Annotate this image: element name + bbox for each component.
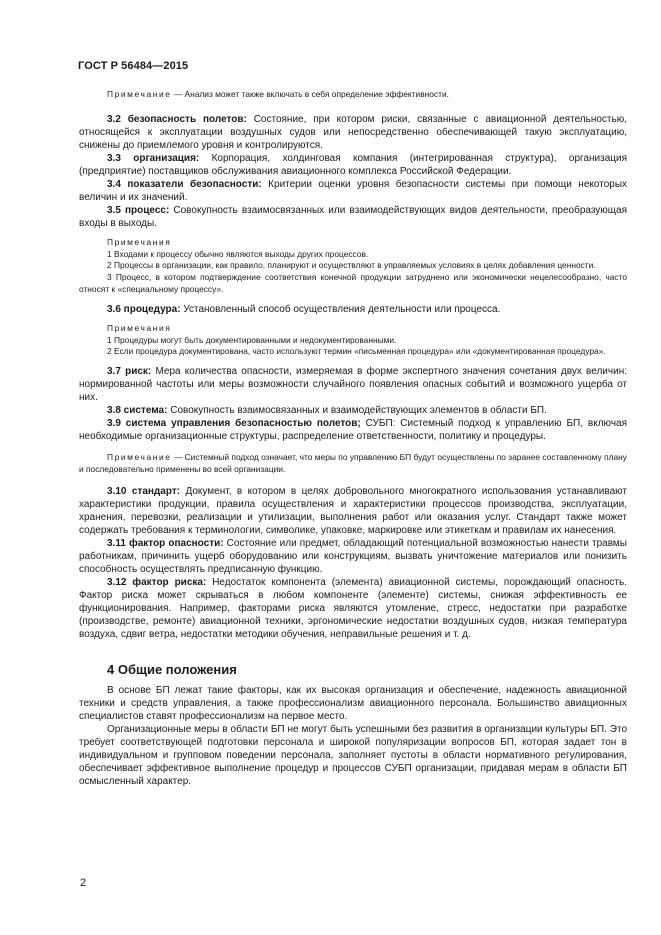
definition-text: Документ, в котором в целях добровольного многократного использования устанавливают характеристики продукции, правила осуществления и характеристики процессов производства, эксплуатации, хранения, перевозки, реализации и утилизации, выполнения работ или оказания услуг. Стандарт также может содержать требования к терминологии, символике, упаковке, маркировке или этикеткам и правилам их нанесения. [79,485,628,536]
definition-text: Установленный способ осуществления деятельности или процесса. [180,303,501,315]
definition-text: Критерии оценки уровня безопасности системы при помощи некоторых величин и их значений. [79,178,628,203]
definition-3-8 [79,404,627,417]
definition-text: Совокупность взаимосвязанных и взаимодействующих элементов в области БП. [167,405,547,417]
definition-3-5 [79,204,627,230]
note-item: 3 Процесс, в котором подтверждение соответствия конечной продукции затруднено или экономически нецелесообразно, часто относят к «специальному процессу». [79,272,627,294]
definition-3-11 [79,537,627,576]
definition-text: Совокупность взаимосвязанных или взаимодействующих видов деятельности, преобразующая входы в выходы. [79,204,628,229]
definition-3-2 [79,113,627,152]
definition-text: Состояние или предмет, обладающий потенциальной возможностью нанести травмы работникам, причинить ущерб оборудованию или конструкциям, вызвать уничтожение материалов или понизить способность осуществлять предписанную функцию. [79,537,627,575]
definition-term: 3.3 организация: [107,152,200,164]
definition-3-4 [79,178,627,204]
definition-term: 3.11 фактор опасности: [107,537,224,549]
body-paragraph: Организационные меры в области БП не могут быть успешными без развития в организации культуры БП. Это требует соответствующей подготовки персонала и широкой популяризации вопросов БП, которая задает тон в индивидуальном и групповом поведении персонала, заполняет пустоты в области нормативного регулирования, обеспечивает эффективное выполнение процедур и процессов СУБП организации, придавая мерам в области БП осмысленный характер. [79,723,627,787]
note [79,89,627,101]
note-label: Примечание [107,89,172,99]
definition-3-7 [79,365,627,404]
note-text: — Системный подход означает, что меры по управлению БП будут осуществлены по заранее составленному плану и последовательно применены во всей организации. [79,452,627,474]
definition-term: 3.9 система управления безопасностью полетов; [107,418,361,430]
definition-text: СУБП: Системный подход к управлению БП, включая необходимые организационные структуры, распределение ответственности, политику и процедуры. [79,418,627,443]
definition-3-9 [79,417,627,443]
body-paragraph: В основе БП лежат такие факторы, как их высокая организация и обеспечение, надежность авиационной техники и средств управления, а также профессионализм авиационного персонала. Большинство авиационных специалистов ставят профессионализм на первое место. [79,684,627,722]
note-item: 2 Процессы в организации, как правило, планируют и осуществляют в управляемых условиях в целях добавления ценности. [107,260,596,271]
note-item: 1 Входами к процессу обычно являются выходы других процессов. [107,248,369,259]
definition-3-6 [79,303,627,316]
definition-term: 3.8 система: [107,405,168,417]
note-label: Примечание [107,452,172,463]
definition-term: 3.12 фактор риска: [107,576,207,588]
definition-text: Состояние, при котором риски, связанные с авиационной деятельностью, относящейся к эксплуатации воздушных судов или непосредственно обеспечивающей такую эксплуатацию, снижены до приемлемого уровня и контролируются. [79,113,627,151]
definition-term: 3.6 процедура: [107,303,181,315]
definition-term: 3.4 показатели безопасности: [107,178,262,190]
definition-term: 3.10 стандарт: [107,485,181,497]
definition-term: 3.2 безопасность полетов: [107,113,247,125]
page-number: 2 [80,877,87,889]
definition-text: Корпорация, холдинговая компания (интегрированная структура), организация (предприятие) поставщиков обслуживания авиационного комплекса Российской Федерации. [79,152,627,177]
notes-label: Примечания [107,322,172,333]
definition-3-3 [79,152,627,178]
note-item: 2 Если процедура документирована, часто используют термин «письменная процедура» или «документированная процедура». [107,346,606,357]
definition-term: 3.5 процесс: [107,204,170,216]
note-text: — Анализ может также включать в себя определение эффективности. [171,89,449,99]
note [79,452,627,476]
definition-3-12 [79,576,627,641]
definition-text: Мера количества опасности, измеряемая в форме экспертного значения сочетания двух величин: нормированной частоты или меры возможности случайного появления опасных событий и возможного ущерба от них. [79,366,627,404]
document-header: ГОСТ Р 56484—2015 [78,60,189,72]
section-heading: 4 Общие положения [107,661,237,677]
definition-term: 3.7 риск: [107,366,152,378]
definition-text: Недостаток компонента (элемента) авиационной системы, порождающий опасность. Фактор риска может скрываться в любом компоненте (элементе) системы, снижая эффективность ее функционирования. Например, факторами риска являются утомление, стресс, недостатки при разработке (производстве, ремонте) авиационной техники, эргономические недостатки воздушных судов, низкая температура воздуха, сдвиг ветра, недостатки методики обучения, неправильные решения и т. д. [79,576,627,640]
notes-label: Примечания [107,236,172,247]
note-item: 1 Процедуры могут быть документированными и недокументированными. [107,334,397,345]
definition-3-10 [79,485,627,537]
document-body [79,89,627,788]
